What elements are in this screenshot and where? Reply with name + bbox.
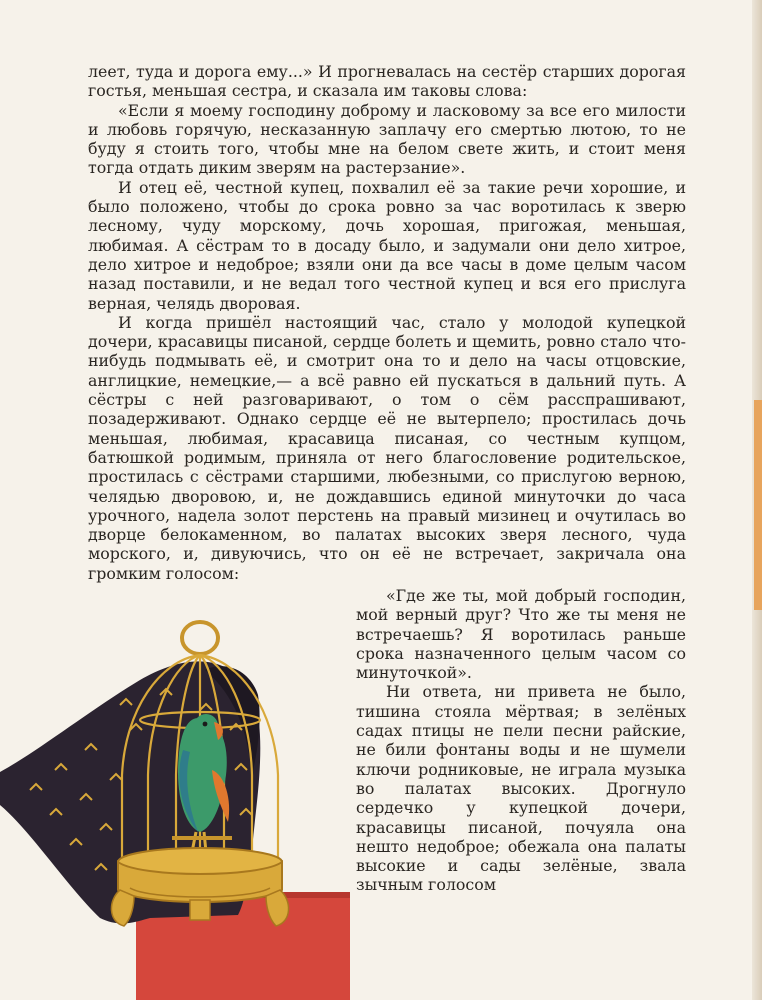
paragraph-2: «Если я моему господину доброму и ласковому за все его милости и любовь горячую, несказанную заплачу его смертью лютою, то не буду я стоить того, чтобы мне на белом свете жить, и стоит меня тогда отдать диким зверям на растерзание».	[88, 100, 686, 178]
paragraph-1: леет, туда и дорога ему...» И прогневалась на сестёр старших дорогая гостья, меньшая сестра, и сказала им таковы слова:	[88, 62, 686, 101]
paragraph-4: И когда пришёл настоящий час, стало у молодой купецкой дочери, красавицы писаной, сердце болеть и щемить, ровно стало что-нибудь подмывать её, и смотрит она то и дело на часы отцовские, англицкие, немецкие,— а всё равно ей пускаться в дальний путь. А сёстры с ней разговаривают, о том о сём расспрашивают, позадерживают. Однако сердце её не вытерпело; простилась дочь меньшая, любимая, красавица писаная, со честным купцом, батюшкой родимым, приняла от него благословение родительское, простилась с сёстрами старшими, любезными, со прислугою верною, челядью дворовою, и, не дождавшись единой минуточки до часа урочного, надела золот перстень на правый мизинец и очутилась во дворце белокаменном, во палатах высоких зверя лесного, чуда морского, и, дивуючись, что он её не встречает, закричала она громким голосом:	[88, 312, 686, 583]
cage-ring	[182, 622, 218, 654]
parrot-in-golden-cage-icon	[0, 600, 350, 1000]
paragraph-5: «Где же ты, мой добрый господин, мой верный друг? Что же ты меня не встречаешь? Я воротилась раньше срока назначенного целым часом со минуточкой».	[356, 586, 686, 683]
right-text-column	[356, 586, 686, 895]
page-edge-bookmark	[754, 400, 762, 610]
paragraph-6: Ни ответа, ни привета не было, тишина стояла мёртвая; в зелёных садах птицы не пели песни райские, не били фонтаны воды и не шумели ключи родниковые, не играла музыка во палатах высоких. Дрогнуло сердечко у купецкой дочери, красавицы писаной, почуяла она нешто недоброе; обежала она палаты высокие и сады зелёные, звала зычным голосом	[356, 682, 686, 895]
main-text-column	[88, 62, 686, 583]
paragraph-3: И отец её, честной купец, похвалил её за такие речи хорошие, и было положено, чтобы до срока ровно за час воротилась к зверю лесному, чуду морскому, дочь хорошая, пригожая, меньшая, любимая. А сёстрам то в досаду было, и задумали они дело хитрое, дело хитрое и недоброе; взяли они да все часы в доме целым часом назад поставили, и не ведал того честной купец и вся его прислуга верная, челядь дворовая.	[88, 177, 686, 313]
